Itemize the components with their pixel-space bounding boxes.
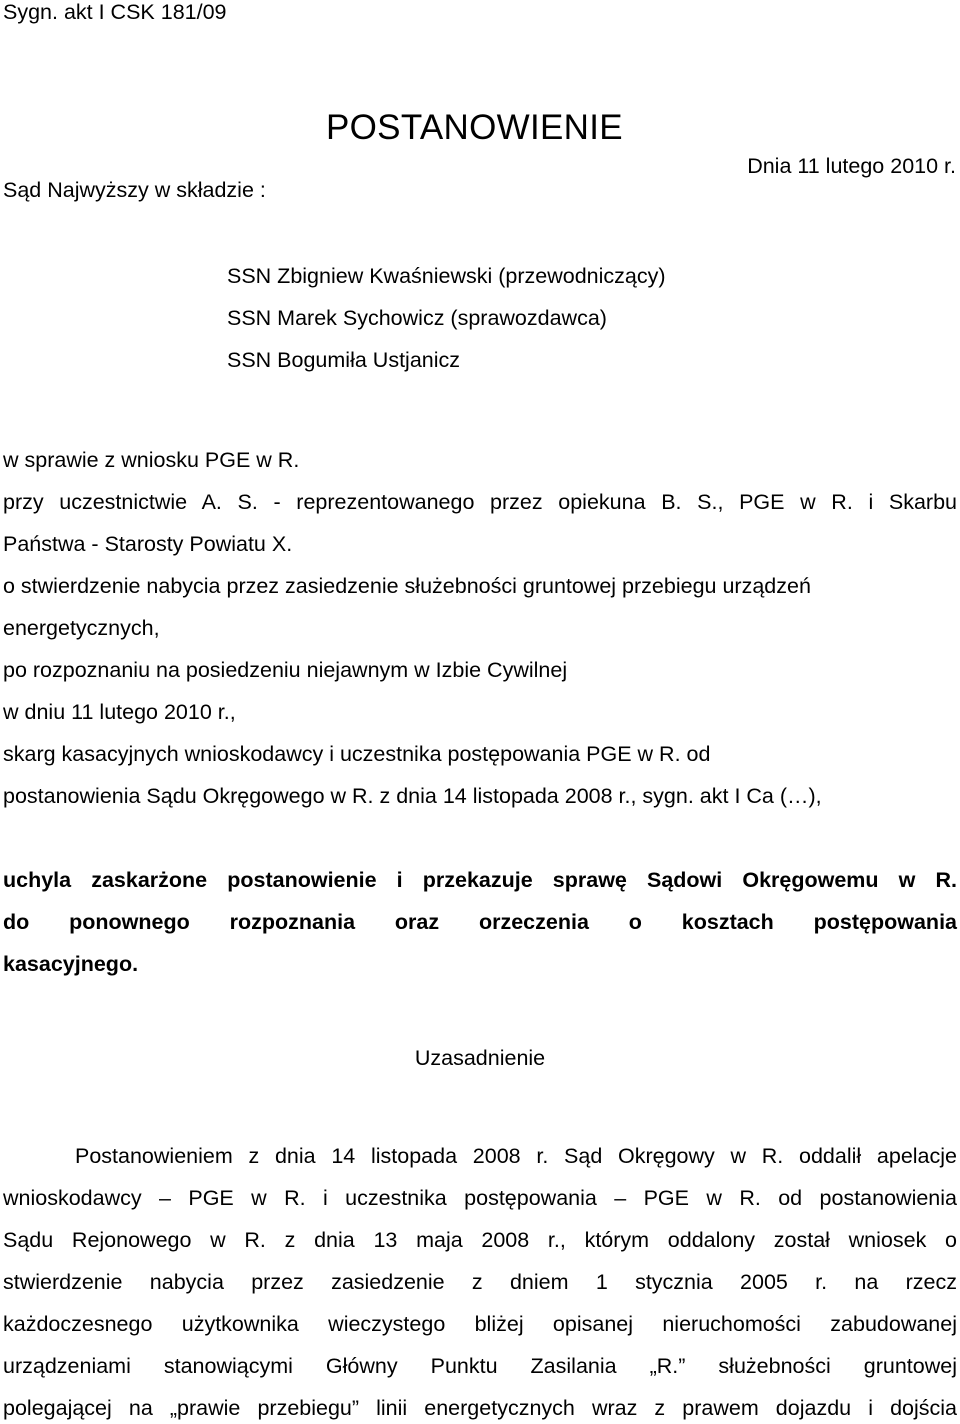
judge-member: SSN Bogumiła Ustjanicz xyxy=(227,348,461,372)
case-intro-line: o stwierdzenie nabycia przez zasiedzenie służebności gruntowej przebiegu urządzeń xyxy=(3,574,811,598)
justification-line: każdoczesnego użytkownika wieczystego bliżej opisanej nieruchomości zabudowanej xyxy=(3,1312,957,1336)
ruling-date: Dnia 11 lutego 2010 r. xyxy=(747,154,956,178)
case-intro-line: po rozpoznaniu na posiedzeniu niejawnym w Izbie Cywilnej xyxy=(3,658,568,682)
judge-rapporteur: SSN Marek Sychowicz (sprawozdawca) xyxy=(227,306,607,330)
case-intro-line: Państwa - Starosty Powiatu X. xyxy=(3,532,293,556)
justification-line: Postanowieniem z dnia 14 listopada 2008 r. Sąd Okręgowy w R. oddalił apelacje xyxy=(75,1144,957,1168)
justification-line: Sądu Rejonowego w R. z dnia 13 maja 2008 r., którym oddalony został wniosek o xyxy=(3,1228,957,1252)
case-intro-line: energetycznych, xyxy=(3,616,160,640)
justification-line: wnioskodawcy – PGE w R. i uczestnika postępowania – PGE w R. od postanowienia xyxy=(3,1186,957,1210)
justification-line: stwierdzenie nabycia przez zasiedzenie z dniem 1 stycznia 2005 r. na rzecz xyxy=(3,1270,957,1294)
case-intro-line: postanowienia Sądu Okręgowego w R. z dnia 14 listopada 2008 r., sygn. akt I Ca (…), xyxy=(3,784,822,808)
document-title: POSTANOWIENIE xyxy=(326,108,623,147)
ruling-line: do ponownego rozpoznania oraz orzeczenia o kosztach postępowania xyxy=(3,910,957,934)
justification-line: polegającej na „prawie przebiegu” linii energetycznych wraz z prawem dojazdu i dojścia xyxy=(3,1396,957,1420)
court-composition-label: Sąd Najwyższy w składzie : xyxy=(3,178,266,202)
justification-heading: Uzasadnienie xyxy=(414,1046,546,1070)
judge-presiding: SSN Zbigniew Kwaśniewski (przewodniczący) xyxy=(227,264,666,288)
ruling-line: kasacyjnego. xyxy=(3,952,139,976)
case-intro-line: przy uczestnictwie A. S. - reprezentowanego przez opiekuna B. S., PGE w R. i Skarbu xyxy=(3,490,957,514)
case-intro-line: w dniu 11 lutego 2010 r., xyxy=(3,700,236,724)
case-intro-line: skarg kasacyjnych wnioskodawcy i uczestnika postępowania PGE w R. od xyxy=(3,742,711,766)
ruling-line: uchyla zaskarżone postanowienie i przekazuje sprawę Sądowi Okręgowemu w R. xyxy=(3,868,957,892)
case-number: Sygn. akt I CSK 181/09 xyxy=(3,0,227,24)
case-intro-line: w sprawie z wniosku PGE w R. xyxy=(3,448,300,472)
justification-line: urządzeniami stanowiącymi Główny Punktu Zasilania „R.” służebności gruntowej xyxy=(3,1354,957,1378)
